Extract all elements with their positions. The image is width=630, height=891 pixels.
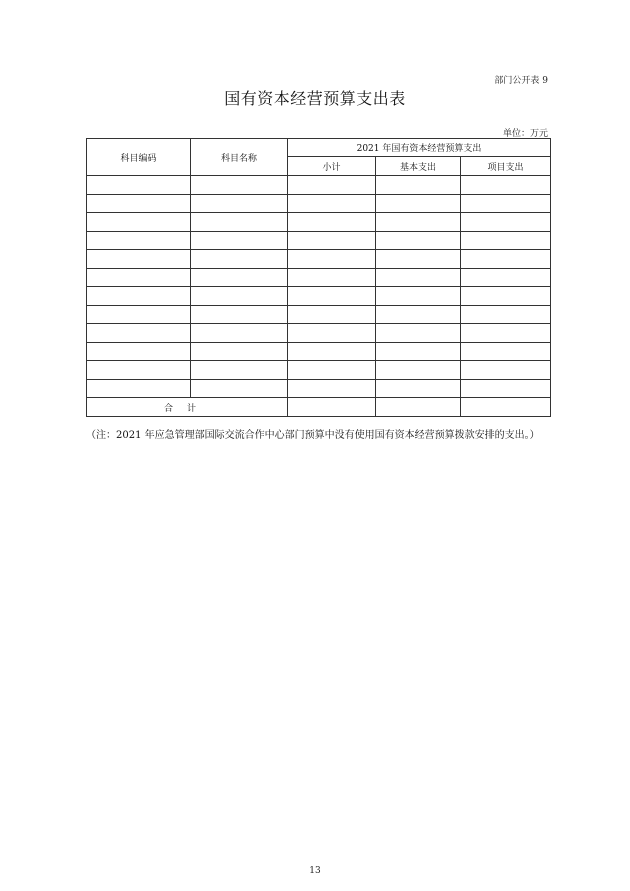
table-row	[87, 379, 551, 398]
table-cell	[87, 287, 191, 306]
table-row	[87, 305, 551, 324]
total-cell	[461, 398, 551, 417]
table-row	[87, 287, 551, 306]
table-cell	[376, 176, 461, 195]
table-row	[87, 250, 551, 269]
table-cell	[191, 268, 288, 287]
table-cell	[461, 213, 551, 232]
table-row	[87, 342, 551, 361]
table-cell	[87, 268, 191, 287]
total-cell	[376, 398, 461, 417]
table-cell	[191, 176, 288, 195]
page-title: 国有资本经营预算支出表	[224, 89, 406, 108]
table-cell	[87, 194, 191, 213]
table-row	[87, 194, 551, 213]
table-cell	[461, 231, 551, 250]
table-cell	[87, 176, 191, 195]
table-cell	[87, 361, 191, 380]
table-cell	[288, 268, 376, 287]
table-cell	[461, 379, 551, 398]
table-cell	[191, 231, 288, 250]
footnote: （注：2021 年应急管理部国际交流合作中心部门预算中没有使用国有资本经营预算拨款安排的支出。）	[86, 430, 540, 441]
column-header-subtotal: 小计	[288, 157, 376, 176]
table-cell	[376, 305, 461, 324]
table-cell	[376, 250, 461, 269]
table-cell	[461, 361, 551, 380]
table-cell	[87, 250, 191, 269]
table-cell	[376, 194, 461, 213]
total-row	[87, 398, 551, 417]
table-row	[87, 361, 551, 380]
table-cell	[376, 379, 461, 398]
column-group-header: 2021 年国有资本经营预算支出	[288, 139, 551, 157]
table-cell	[288, 250, 376, 269]
table-cell	[191, 324, 288, 343]
table-cell	[288, 379, 376, 398]
column-header-code: 科目编码	[87, 139, 191, 176]
table-cell	[376, 268, 461, 287]
table-cell	[191, 379, 288, 398]
total-cell	[288, 398, 376, 417]
table-cell	[87, 342, 191, 361]
table-cell	[191, 361, 288, 380]
table-cell	[461, 342, 551, 361]
table-cell	[288, 324, 376, 343]
table-cell	[191, 287, 288, 306]
table-cell	[461, 250, 551, 269]
table-cell	[461, 194, 551, 213]
table-cell	[288, 213, 376, 232]
table-cell	[288, 194, 376, 213]
table-cell	[191, 194, 288, 213]
table-cell	[191, 213, 288, 232]
table-number-label: 部门公开表 9	[494, 76, 548, 86]
table-cell	[461, 324, 551, 343]
table-row	[87, 324, 551, 343]
table-cell	[288, 287, 376, 306]
table-cell	[288, 176, 376, 195]
table-cell	[376, 231, 461, 250]
table-cell	[376, 213, 461, 232]
table-cell	[288, 305, 376, 324]
table-cell	[376, 342, 461, 361]
table-row	[87, 231, 551, 250]
column-header-basic-expense: 基本支出	[376, 157, 461, 176]
table-row	[87, 268, 551, 287]
total-label: 合计	[87, 398, 288, 417]
page-number: 13	[309, 866, 321, 876]
table-cell	[288, 342, 376, 361]
table-cell	[87, 213, 191, 232]
column-header-project-expense: 项目支出	[461, 157, 551, 176]
table-cell	[87, 324, 191, 343]
table-cell	[87, 231, 191, 250]
budget-table	[86, 138, 551, 417]
table-cell	[461, 305, 551, 324]
table-cell	[461, 287, 551, 306]
unit-label: 单位：万元	[502, 129, 548, 139]
table-cell	[191, 342, 288, 361]
table-cell	[288, 231, 376, 250]
table-cell	[376, 361, 461, 380]
column-header-name: 科目名称	[191, 139, 288, 176]
table-cell	[87, 305, 191, 324]
table-cell	[376, 287, 461, 306]
table-cell	[191, 250, 288, 269]
table-cell	[87, 379, 191, 398]
table-cell	[288, 361, 376, 380]
table-row	[87, 176, 551, 195]
table-cell	[376, 324, 461, 343]
table-cell	[461, 176, 551, 195]
table-row	[87, 213, 551, 232]
table-body	[87, 176, 551, 417]
table-cell	[461, 268, 551, 287]
table-cell	[191, 305, 288, 324]
